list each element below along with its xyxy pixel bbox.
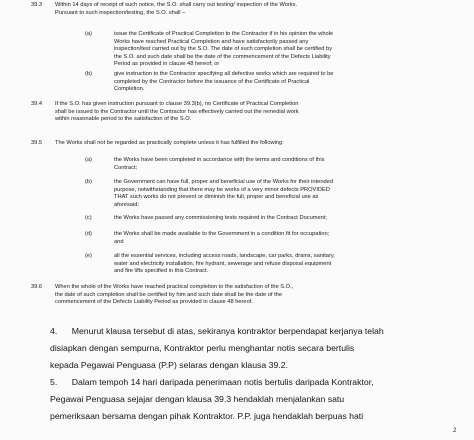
paragraph-5: 5. Dalam tempoh 14 hari daripada penerimaan notis bertulis daripada Kontraktor, Pegawai Penguasa sejajar dengan klausa 39.3 hendaklah menjalankan satu pemeriksaan bersama dengan pihak Kontraktor. P.P. juga hendaklah berpuas hati xyxy=(50,377,374,421)
clause-text: Within 14 days of receipt of such notice, the S.O. shall carry out testing/ inspection of the Works. Pursuant to such inspection/testing, the S.O. shall – xyxy=(55,2,298,16)
clause-number: 39.6 xyxy=(31,284,43,290)
subclause-label: (b) xyxy=(85,71,92,77)
subclause-text: the Works have passed any commissioning tests required in the Contract Document; xyxy=(114,215,327,221)
clause-number: 39.3 xyxy=(31,2,43,8)
subclause-text: all the essential services, including access roads, landscape, car parks, drains, sanitary, water and electricity installation, fire hydrant, sewerage and refuse disposal equipment and fire lifts specified in this Contract. xyxy=(114,253,335,275)
subclause-text: the Works shall be made available to the Government in a condition fit for occupation; and xyxy=(114,231,330,245)
subclause-text: issue the Certificate of Practical Completion to the Contractor if in his opinion the whole Works have reached Practical Completion and have satisfactorily passed any inspection/test carried out by the S.O. The date of such completion shall be certified by the S.O. and such date shall be the date of the commencement of the Defects Liability Period as provided in clause 48 hereof; or xyxy=(114,31,334,68)
subclause-label: (b) xyxy=(85,179,92,185)
subclause-label: (d) xyxy=(85,231,92,237)
clause-text: When the whole of the Works have reached practical completion to the satisfaction of the S.O., the date of such completion shall be certified by him and such date shall be the date of the commencement of the Defects Liability Period as provided in clause 48 hereof. xyxy=(55,284,294,306)
subclause-label: (a) xyxy=(85,157,92,163)
subclause-text: the Works have been completed in accordance with the terms and conditions of this Contract; xyxy=(114,157,325,171)
clause-text: The Works shall not be regarded as practically complete unless it has fulfilled the following: xyxy=(55,140,284,146)
subclause-label: (c) xyxy=(85,215,92,221)
subclause-label: (e) xyxy=(85,253,92,259)
subclause-text: the Government can have full, proper and beneficial use of the Works for their intended purpose, notwithstanding that there may be works of a very minor defects PROVIDED THAT such works do not prevent or diminish the full, proper and beneficial use as aforesaid; xyxy=(114,179,333,208)
clause-text: If the S.O. has given instruction pursuant to clause 39.3(b), no Certificate of Practical Completion shall be issued to the Contractor until the Contractor has effectively carried out the remedial work within reasonable period to the satisfaction of the S.O. xyxy=(55,101,299,123)
page-number: 2 xyxy=(453,428,457,434)
paragraph-4: 4. Menurut klausa tersebut di atas, sekiranya kontraktor berpendapat kerjanya telah disiapkan dengan sempurna, Kontraktor perlu menghantar notis secara bertulis kepada Pegawai Penguasa (P.P) selaras dengan klausa 39.2. xyxy=(50,326,384,370)
clause-number: 39.5 xyxy=(31,140,43,146)
subclause-text: give instruction to the Contractor specifying all defective works which are required to be completed by the Contractor before the issuance of the Certificate of Practical Completion. xyxy=(114,71,334,93)
clause-number: 39.4 xyxy=(31,101,43,107)
subclause-label: (a) xyxy=(85,31,92,37)
